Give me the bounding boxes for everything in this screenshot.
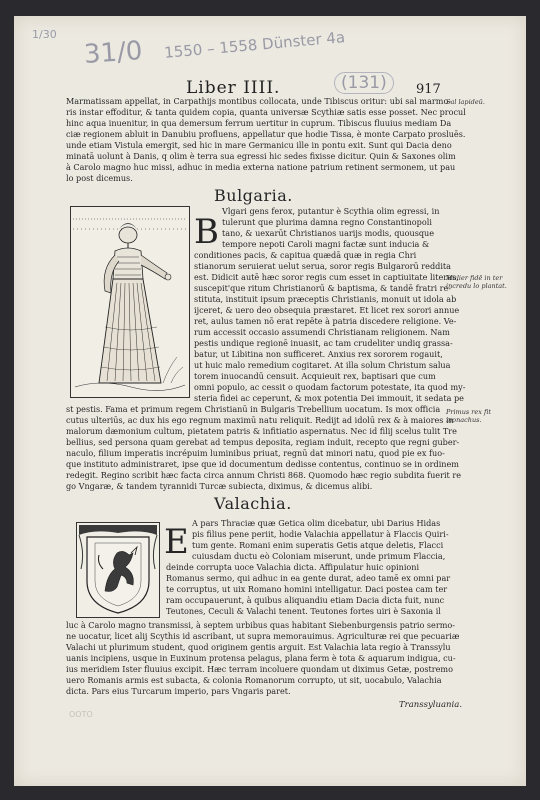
faint-stamp: OOTO: [69, 710, 93, 719]
text-line: Valachi ut plurimum student, quod originem gentis arguit. Est Valachia lata regio à Transsylu: [66, 642, 451, 652]
text-line: tum gente. Romani enim superatis Getis atque deletis, Flacci: [192, 540, 444, 550]
text-line: ram occupauerunt, à quibus aliquandiu etiam Dacia dicta fuit, nunc: [166, 595, 445, 605]
pencil-circled-number: (131): [334, 72, 394, 94]
text-line: malorum dæmonium cultum, pietatem patris & infitiatio aspernatus. Nec id filij scelus tulit Tre: [66, 426, 457, 436]
page-number: 917: [416, 82, 441, 97]
text-line: pis filius pene periit, hodie Valachia appellatur à Flaccis Quiri-: [192, 529, 449, 539]
text-line: tulerunt que plurima damna regno Constantinopoli: [222, 217, 432, 227]
text-line: deinde corrupta uoce Valachia dicta. Affipulatur huic opinioni: [166, 562, 420, 572]
dropcap-e: E: [164, 522, 189, 562]
text-line: stianorum seruierat uelut serua, soror regis Bulgarorū reddita: [194, 261, 451, 271]
text-line: ret, aulus tamen nō erat repēte à patria discedere religione. Ve-: [194, 316, 457, 326]
dropcap-b: B: [194, 212, 219, 252]
text-line: ut huic malo remedium cogitaret. At illa solum Christum salua: [194, 360, 451, 370]
text-line: ne uocatur, licet alij Scythis id ascribant, ut supra memorauimus. Agriculturæ rei que pecuariæ: [66, 631, 460, 641]
text-line: st pestis. Fama et primum regem Christianū in Bulgaris Trebellium uocatum. Is mox officia: [66, 404, 441, 414]
text-line: bellius, sed persona quam gerebat ad tempus deposita, regiam induit, recepto que regni guber-: [66, 437, 460, 447]
text-line: conditiones pacis, & capitua quædā quæ in regia Chri: [194, 250, 417, 260]
text-line: que instituto administraret, ipse que id documentum dedisse contentus, continuo se in ordinem: [66, 459, 459, 469]
text-line: cuiusdam ductu eò Coloniam miserunt, unde primum Flaccia,: [192, 551, 446, 561]
text-line: rum accessit occasio assumendi Christianam religionem. Nam: [194, 327, 450, 337]
text-line: go Vngaræ, & tandem tyrannidi Turcæ subiecta, diximus, & dicemus alibi.: [66, 481, 373, 491]
text-line: batur, ut Libitina non sufficeret. Anxius rex sororem rogauit,: [194, 349, 443, 359]
text-line: Vlgari gens ferox, putantur è Scythia olim egressi, in: [222, 206, 440, 216]
text-line: tempore nepoti Caroli magni factæ sunt inducia &: [222, 239, 430, 249]
pencil-note: 1550 – 1558 Dünster 4a: [163, 28, 346, 62]
text-line: redegit. Regino scribit hæc facta circa annum Christi 868. Quomodo hæc regio subdita fuerit re: [66, 470, 462, 480]
pencil-corner-note: 1/30: [32, 28, 57, 41]
text-line: te corruptus, ut uix Romano homini intelligatur. Daci postea cam ter: [166, 584, 448, 594]
bulgaria-paragraph-beside-image: [222, 206, 438, 250]
catchword: Transsyluania.: [399, 700, 463, 710]
text-line: cutus ulteriūs, ac dux his ego regnum maximū natu reliquit. Redijt ad idolū rex & à maiores in: [66, 415, 454, 425]
text-line: stituta, instituit ipsum præceptis Christianis, monuit ut idola ab: [194, 294, 457, 304]
margin-note-salt: Sal lapideū.: [446, 98, 485, 106]
text-line: tano, & uexarūt Christianos uarijs modis, quousque: [222, 228, 435, 238]
text-line: Romanus sermo, qui adhuc in ea gente durat, adeo tamē ex omni par: [166, 573, 451, 583]
text-line: pestis undique regionē inuasit, ac tam crudeliter undiq grassa-: [194, 338, 453, 348]
section-title-valachia: Valachia.: [214, 494, 292, 513]
text-line: dicta. Pars eius Turcarum imperio, pars Vngaris paret.: [66, 686, 291, 696]
valachia-paragraph-full: [66, 620, 460, 697]
text-line: steria fidei ac ceperunt, & mox potentia Dei immouit, it sedata pe: [194, 393, 464, 403]
woman-figure-illustration: [71, 207, 189, 397]
text-line: naculo, filium imperatis incrépuim luminibus priuat, regnū dat minori natu, quod pie ex fuo-: [66, 448, 445, 458]
text-line: Marmatissam appellat, in Carpathijs montibus collocata, unde Tibiscus oritur: ubi sal marmo-: [66, 96, 452, 106]
text-line: lo post dicemus.: [66, 173, 133, 183]
woodcut-coat-of-arms: [76, 522, 160, 618]
text-line: hinc aqua inuenitur, in qua demersum ferrum uertitur in cuprum. Tibiscus fluuius mediam Da: [66, 118, 452, 128]
text-line: omni populo, ac cessit o quodam factorum potestate, ita quod my-: [194, 382, 466, 392]
section-title-bulgaria: Bulgaria.: [214, 186, 293, 205]
running-head: Liber IIII.: [186, 78, 281, 98]
text-line: ius meridiem Ister fluuius excipit. Hæc terram incoluere quondam ut diximus Getæ, postremo: [66, 664, 453, 674]
text-line: minatā uolunt à Danis, q olim è terra sua egressi hic sedes fixisse dicitur. Quin & Saxones olim: [66, 151, 456, 161]
text-line: torem inuocandū censuit. Acquieuit rex, baptisari que cum: [194, 371, 436, 381]
pencil-code: 31/0: [83, 35, 144, 71]
margin-note-faith: Mulier fidē in ter incredu lo plantat.: [446, 274, 507, 290]
text-line: uero Romanis armis est subacta, & colonia Romanorum corrupto, ut sit, uocabulo, Valachia: [66, 675, 442, 685]
lion-shield-illustration: [77, 523, 159, 617]
valachia-paragraph-beside-image-top: [192, 518, 449, 562]
text-line: est. Didicit autē hæc soror regis cum esset in captiuitate literas,: [194, 272, 459, 282]
valachia-paragraph-beside-image-bottom: [166, 562, 451, 617]
margin-note-first-king: Primus rex fit monachus.: [446, 408, 491, 424]
text-line: à Carolo magno huc missi, adhuc in media externa natione patrium retinent sermonem, ut pau: [66, 162, 456, 172]
text-line: ris instar effoditur, & tanta quidem copia, quanta universæ Scythiæ satis esse posset. Nec procul: [66, 107, 466, 117]
bulgaria-paragraph-beside-image-cont: [194, 250, 466, 404]
woodcut-woman-figure: [70, 206, 190, 398]
text-line: ciæ regionem abluit in Danubiu profluens, appellatur que hodie Tissa, è monte Carpato prosluēs.: [66, 129, 466, 139]
text-line: uanis incipiens, usque in Euxinum protensa pelagus, plana ferm è tota & aquarum indigua, cu-: [66, 653, 456, 663]
text-line: Teutones, Ceculi & Valachi tenent. Teutones fortes uiri è Saxonia il: [166, 606, 441, 616]
bulgaria-paragraph-full: [66, 404, 462, 492]
book-page: [14, 16, 526, 786]
text-line: A pars Thraciæ quæ Getica olim dicebatur, ubi Darius Hidas: [192, 518, 441, 528]
text-line: suscepit'que ritum Christianorū & baptisma, & tandē fratri re-: [194, 283, 452, 293]
text-line: luc à Carolo magno transmissi, à septem urbibus quas habitant Siebenburgensis patrio sermo-: [66, 620, 455, 630]
text-line: unde etiam Vistula emergit, sed hic in mare Germanicu ille in pontu exit. Sunt qui Dacia deno: [66, 140, 452, 150]
text-line: ijceret, & uero deo obsequia præstaret. Et licet rex sorori annue: [194, 305, 460, 315]
